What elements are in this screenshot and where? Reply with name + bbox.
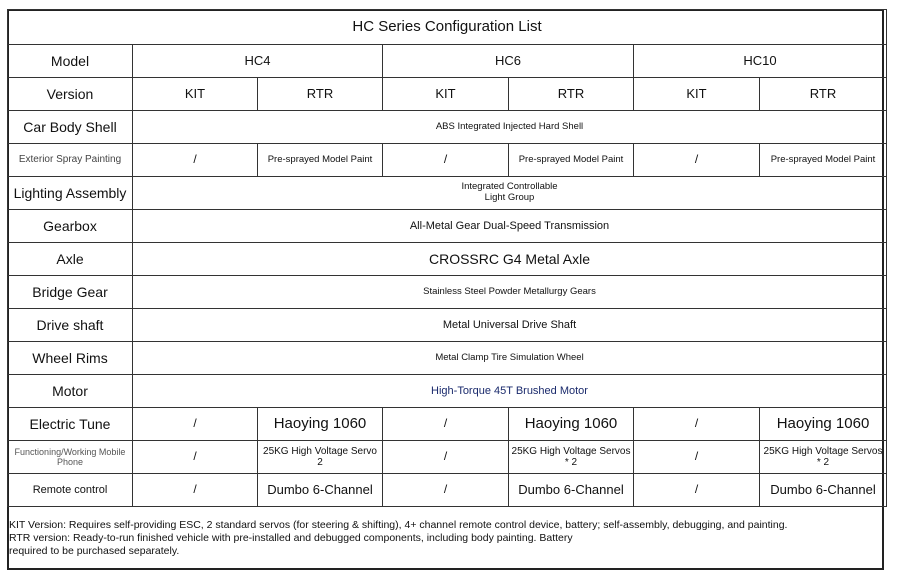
body-shell-value: ABS Integrated Injected Hard Shell xyxy=(133,111,887,144)
remote-control-label: Remote control xyxy=(8,474,133,507)
gearbox-label: Gearbox xyxy=(8,210,133,243)
model-hc10: HC10 xyxy=(634,45,887,78)
axle-label: Axle xyxy=(8,243,133,276)
wheel-rims-value: Metal Clamp Tire Simulation Wheel xyxy=(133,342,887,375)
drive-shaft-label: Drive shaft xyxy=(8,309,133,342)
model-hc6: HC6 xyxy=(383,45,634,78)
phone-hc6-rtr-line2: * 2 xyxy=(564,457,578,468)
phone-hc4-rtr xyxy=(258,441,383,474)
phone-hc6-rtr-line1: 25KG High Voltage Servos xyxy=(511,445,631,457)
electric-tune-hc10-rtr: Haoying 1060 xyxy=(760,408,887,441)
remote-hc10-kit: / xyxy=(634,474,760,507)
remote-hc10-rtr: Dumbo 6-Channel xyxy=(760,474,887,507)
bridge-gear-label: Bridge Gear xyxy=(8,276,133,309)
rtr-note-line1: RTR version: Ready-to-run finished vehicle with pre-installed and debugged components, including body painting. Battery xyxy=(9,532,573,544)
gearbox-value: All-Metal Gear Dual-Speed Transmission xyxy=(133,210,887,243)
lighting-value-line1: Integrated Controllable xyxy=(461,181,558,193)
phone-label-line1: Functioning/Working Mobile xyxy=(14,446,126,457)
electric-tune-hc10-kit: / xyxy=(634,408,760,441)
version-hc4-kit: KIT xyxy=(133,78,258,111)
phone-hc10-rtr-line1: 25KG High Voltage Servos xyxy=(763,445,883,457)
spray-hc4-rtr: Pre-sprayed Model Paint xyxy=(258,144,383,177)
electric-tune-label: Electric Tune xyxy=(8,408,133,441)
phone-hc4-rtr-line2: 2 xyxy=(317,457,323,468)
axle-value: CROSSRC G4 Metal Axle xyxy=(133,243,887,276)
electric-tune-hc6-kit: / xyxy=(383,408,509,441)
lighting-value-line2: Light Group xyxy=(484,192,535,203)
phone-hc10-rtr-line2: * 2 xyxy=(816,457,830,468)
version-hc10-kit: KIT xyxy=(634,78,760,111)
electric-tune-hc4-rtr: Haoying 1060 xyxy=(258,408,383,441)
remote-hc6-rtr: Dumbo 6-Channel xyxy=(509,474,634,507)
bridge-gear-value: Stainless Steel Powder Metallurgy Gears xyxy=(133,276,887,309)
lighting-label: Lighting Assembly xyxy=(8,177,133,210)
motor-value: High-Torque 45T Brushed Motor xyxy=(133,375,887,408)
lighting-value xyxy=(133,177,887,210)
phone-hc10-rtr xyxy=(760,441,887,474)
phone-hc6-kit: / xyxy=(383,441,509,474)
spray-hc4-kit: / xyxy=(133,144,258,177)
model-hc4: HC4 xyxy=(133,45,383,78)
drive-shaft-value: Metal Universal Drive Shaft xyxy=(133,309,887,342)
version-hc6-kit: KIT xyxy=(383,78,509,111)
wheel-rims-label: Wheel Rims xyxy=(8,342,133,375)
version-hc6-rtr: RTR xyxy=(509,78,634,111)
phone-hc4-rtr-line1: 25KG High Voltage Servo xyxy=(263,445,377,457)
electric-tune-hc4-kit: / xyxy=(133,408,258,441)
spray-hc10-kit: / xyxy=(634,144,760,177)
body-shell-label: Car Body Shell xyxy=(8,111,133,144)
kit-note: KIT Version: Requires self-providing ESC, 2 standard servos (for steering & shifting), 4+ channel remote control device, battery; self-assembly, debugging, and painting. xyxy=(9,519,788,531)
electric-tune-hc6-rtr: Haoying 1060 xyxy=(509,408,634,441)
motor-label: Motor xyxy=(8,375,133,408)
version-hc4-rtr: RTR xyxy=(258,78,383,111)
spray-hc10-rtr: Pre-sprayed Model Paint xyxy=(760,144,887,177)
configuration-table xyxy=(7,9,887,507)
table-title: HC Series Configuration List xyxy=(8,10,887,45)
version-notes xyxy=(9,519,879,558)
remote-hc4-kit: / xyxy=(133,474,258,507)
spray-hc6-kit: / xyxy=(383,144,509,177)
phone-label xyxy=(8,441,133,474)
spray-hc6-rtr: Pre-sprayed Model Paint xyxy=(509,144,634,177)
phone-hc4-kit: / xyxy=(133,441,258,474)
phone-hc6-rtr xyxy=(509,441,634,474)
rtr-note-line2: required to be purchased separately. xyxy=(9,545,180,557)
remote-hc6-kit: / xyxy=(383,474,509,507)
version-hc10-rtr: RTR xyxy=(760,78,887,111)
model-label: Model xyxy=(8,45,133,78)
phone-label-line2: Phone xyxy=(56,457,84,467)
version-label: Version xyxy=(8,78,133,111)
remote-hc4-rtr: Dumbo 6-Channel xyxy=(258,474,383,507)
phone-hc10-kit: / xyxy=(634,441,760,474)
spray-painting-label: Exterior Spray Painting xyxy=(8,144,133,177)
